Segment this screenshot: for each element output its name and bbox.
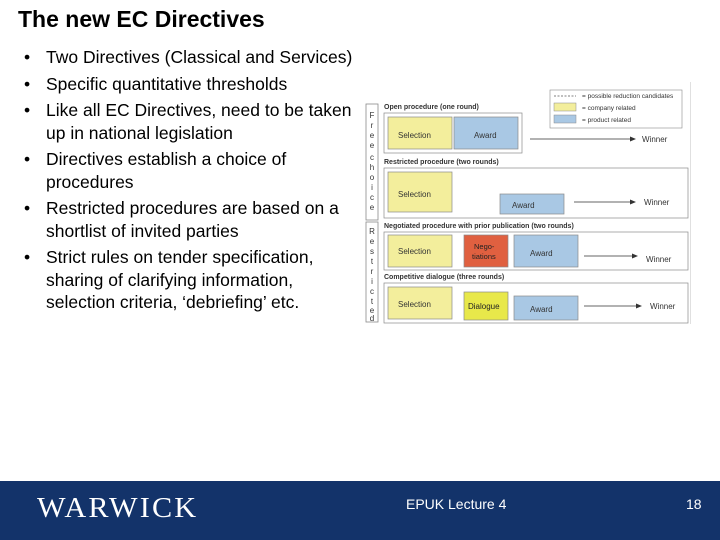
slide-title: The new EC Directives	[18, 6, 265, 32]
row-negotiated-title: Negotiated procedure with prior publication (two rounds)	[384, 223, 574, 230]
legend-company: = company related	[582, 105, 636, 112]
side-label-restricted: R e s t r i c t e d	[369, 227, 375, 323]
open-winner: Winner	[642, 135, 668, 144]
row-open-title: Open procedure (one round)	[384, 104, 479, 111]
legend-swatch-company	[554, 103, 576, 111]
row-restricted-title: Restricted procedure (two rounds)	[384, 159, 499, 166]
negotiations-box	[464, 235, 508, 267]
side-label-free-choice: F r e e c h o i c e	[369, 111, 375, 212]
bullet-marker: •	[24, 247, 31, 268]
footer-bar	[0, 481, 720, 540]
bullet-marker: •	[24, 198, 31, 219]
negotiated-award-label: Award	[530, 249, 553, 258]
open-award-label: Award	[474, 131, 497, 140]
lecture-label: EPUK Lecture 4	[406, 496, 507, 512]
negotiated-selection-label: Selection	[398, 247, 431, 256]
negotiations-label-2: tiations	[472, 252, 496, 261]
dialogue-label: Dialogue	[468, 302, 500, 311]
bullet-marker: •	[24, 100, 31, 121]
legend-product: = product related	[582, 117, 631, 124]
dialogue-winner: Winner	[650, 302, 676, 311]
negotiations-label-1: Nego-	[474, 242, 495, 251]
legend-swatch-product	[554, 115, 576, 123]
dialogue-selection-label: Selection	[398, 300, 431, 309]
procedures-diagram	[360, 82, 691, 324]
negotiated-winner: Winner	[646, 255, 672, 264]
bullet-list	[24, 46, 354, 318]
row-dialogue-title: Competitive dialogue (three rounds)	[384, 274, 505, 281]
restricted-selection-label: Selection	[398, 190, 431, 199]
bullet-marker: •	[24, 73, 31, 94]
legend-candidates: = possible reduction candidates	[582, 93, 674, 100]
bullet-item: • Specific quantitative thresholds	[24, 73, 288, 94]
open-selection-label: Selection	[398, 131, 431, 140]
page-number: 18	[686, 496, 702, 512]
bullet-marker: •	[24, 47, 31, 67]
warwick-logo: WARWICK	[37, 493, 199, 524]
restricted-winner: Winner	[644, 198, 670, 207]
bullet-item: • Directives establish a choice of procedures	[24, 149, 287, 192]
bullet-item: • Restricted procedures are based on a shortlist of invited parties	[24, 198, 339, 241]
bullet-item: • Two Directives (Classical and Services)	[24, 47, 353, 67]
bullet-marker: •	[24, 149, 31, 170]
restricted-award-label: Award	[512, 201, 535, 210]
bullet-item: • Like all EC Directives, need to be taken up in national legislation	[24, 100, 352, 143]
bullet-item: • Strict rules on tender specification, sharing of clarifying information, selection criteria, ‘debriefing’ etc.	[24, 247, 314, 312]
dialogue-award-label: Award	[530, 305, 553, 314]
